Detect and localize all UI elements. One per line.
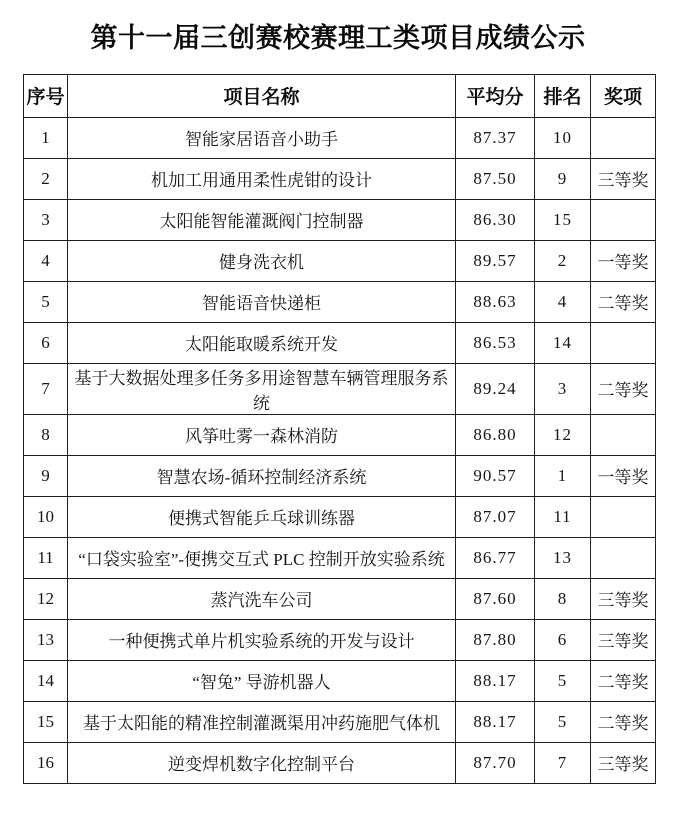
cell-average-score: 87.07 (456, 496, 535, 537)
cell-rank: 12 (535, 414, 591, 455)
cell-award (591, 496, 656, 537)
cell-average-score: 89.57 (456, 240, 535, 281)
table-row (24, 455, 656, 496)
header-cell-rank: 排名 (535, 74, 591, 117)
cell-award: 三等奖 (591, 619, 656, 660)
cell-project-name: 一种便携式单片机实验系统的开发与设计 (68, 619, 456, 660)
table-row (24, 117, 656, 158)
cell-rank: 3 (535, 363, 591, 414)
table-row (24, 537, 656, 578)
cell-project-name: 风筝吐雾一森林消防 (68, 414, 456, 455)
cell-serial-number: 9 (24, 455, 68, 496)
table-row (24, 619, 656, 660)
cell-serial-number: 2 (24, 158, 68, 199)
table-row (24, 496, 656, 537)
table-row (24, 199, 656, 240)
cell-project-name: 智慧农场-循环控制经济系统 (68, 455, 456, 496)
cell-average-score: 90.57 (456, 455, 535, 496)
cell-award: 一等奖 (591, 455, 656, 496)
cell-rank: 6 (535, 619, 591, 660)
cell-award (591, 117, 656, 158)
cell-award (591, 199, 656, 240)
cell-serial-number: 7 (24, 363, 68, 414)
cell-rank: 15 (535, 199, 591, 240)
cell-rank: 5 (535, 660, 591, 701)
cell-average-score: 87.70 (456, 742, 535, 783)
cell-rank: 4 (535, 281, 591, 322)
table-row (24, 414, 656, 455)
cell-project-name: 基于太阳能的精准控制灌溉渠用冲药施肥气体机 (68, 701, 456, 742)
cell-average-score: 86.53 (456, 322, 535, 363)
cell-award: 二等奖 (591, 281, 656, 322)
cell-average-score: 86.30 (456, 199, 535, 240)
table-body (24, 117, 656, 783)
cell-project-name: 便携式智能乒乓球训练器 (68, 496, 456, 537)
cell-average-score: 88.63 (456, 281, 535, 322)
cell-project-name: “口袋实验室”-便携交互式 PLC 控制开放实验系统 (68, 537, 456, 578)
cell-rank: 5 (535, 701, 591, 742)
cell-award: 二等奖 (591, 660, 656, 701)
cell-award: 三等奖 (591, 158, 656, 199)
header-cell-score: 平均分 (456, 74, 535, 117)
table-row (24, 660, 656, 701)
cell-rank: 13 (535, 537, 591, 578)
cell-serial-number: 14 (24, 660, 68, 701)
cell-project-name: 太阳能取暖系统开发 (68, 322, 456, 363)
table-header (24, 74, 656, 117)
cell-average-score: 86.80 (456, 414, 535, 455)
table-row (24, 742, 656, 783)
cell-average-score: 87.60 (456, 578, 535, 619)
cell-serial-number: 13 (24, 619, 68, 660)
cell-serial-number: 12 (24, 578, 68, 619)
cell-project-name: 智能语音快递柜 (68, 281, 456, 322)
cell-award (591, 322, 656, 363)
cell-award (591, 537, 656, 578)
cell-average-score: 88.17 (456, 660, 535, 701)
cell-serial-number: 15 (24, 701, 68, 742)
cell-serial-number: 4 (24, 240, 68, 281)
cell-serial-number: 16 (24, 742, 68, 783)
cell-rank: 9 (535, 158, 591, 199)
cell-award (591, 414, 656, 455)
cell-project-name: “智兔” 导游机器人 (68, 660, 456, 701)
cell-award: 三等奖 (591, 742, 656, 783)
table-row (24, 701, 656, 742)
cell-rank: 11 (535, 496, 591, 537)
cell-project-name: 机加工用通用柔性虎钳的设计 (68, 158, 456, 199)
cell-average-score: 86.77 (456, 537, 535, 578)
cell-serial-number: 10 (24, 496, 68, 537)
results-table (23, 74, 656, 784)
cell-average-score: 87.50 (456, 158, 535, 199)
cell-rank: 1 (535, 455, 591, 496)
cell-rank: 14 (535, 322, 591, 363)
cell-project-name: 逆变焊机数字化控制平台 (68, 742, 456, 783)
cell-award: 二等奖 (591, 363, 656, 414)
cell-project-name: 基于大数据处理多任务多用途智慧车辆管理服务系统 (68, 363, 456, 414)
table-row (24, 578, 656, 619)
cell-average-score: 87.80 (456, 619, 535, 660)
table-row (24, 322, 656, 363)
cell-serial-number: 6 (24, 322, 68, 363)
header-cell-name: 项目名称 (68, 74, 456, 117)
header-row (24, 74, 656, 117)
cell-project-name: 智能家居语音小助手 (68, 117, 456, 158)
cell-average-score: 88.17 (456, 701, 535, 742)
cell-award: 一等奖 (591, 240, 656, 281)
cell-average-score: 87.37 (456, 117, 535, 158)
table-row (24, 363, 656, 414)
cell-serial-number: 11 (24, 537, 68, 578)
cell-project-name: 健身洗衣机 (68, 240, 456, 281)
page-title: 第十一届三创赛校赛理工类项目成绩公示 (90, 23, 586, 53)
cell-serial-number: 5 (24, 281, 68, 322)
cell-project-name: 蒸汽洗车公司 (68, 578, 456, 619)
cell-rank: 2 (535, 240, 591, 281)
table-row (24, 240, 656, 281)
cell-rank: 10 (535, 117, 591, 158)
cell-rank: 7 (535, 742, 591, 783)
cell-project-name: 太阳能智能灌溉阀门控制器 (68, 199, 456, 240)
table-row (24, 281, 656, 322)
cell-serial-number: 1 (24, 117, 68, 158)
cell-average-score: 89.24 (456, 363, 535, 414)
cell-serial-number: 3 (24, 199, 68, 240)
cell-award: 三等奖 (591, 578, 656, 619)
cell-serial-number: 8 (24, 414, 68, 455)
cell-rank: 8 (535, 578, 591, 619)
cell-award: 二等奖 (591, 701, 656, 742)
header-cell-award: 奖项 (591, 74, 656, 117)
table-row (24, 158, 656, 199)
header-cell-no: 序号 (24, 74, 68, 117)
